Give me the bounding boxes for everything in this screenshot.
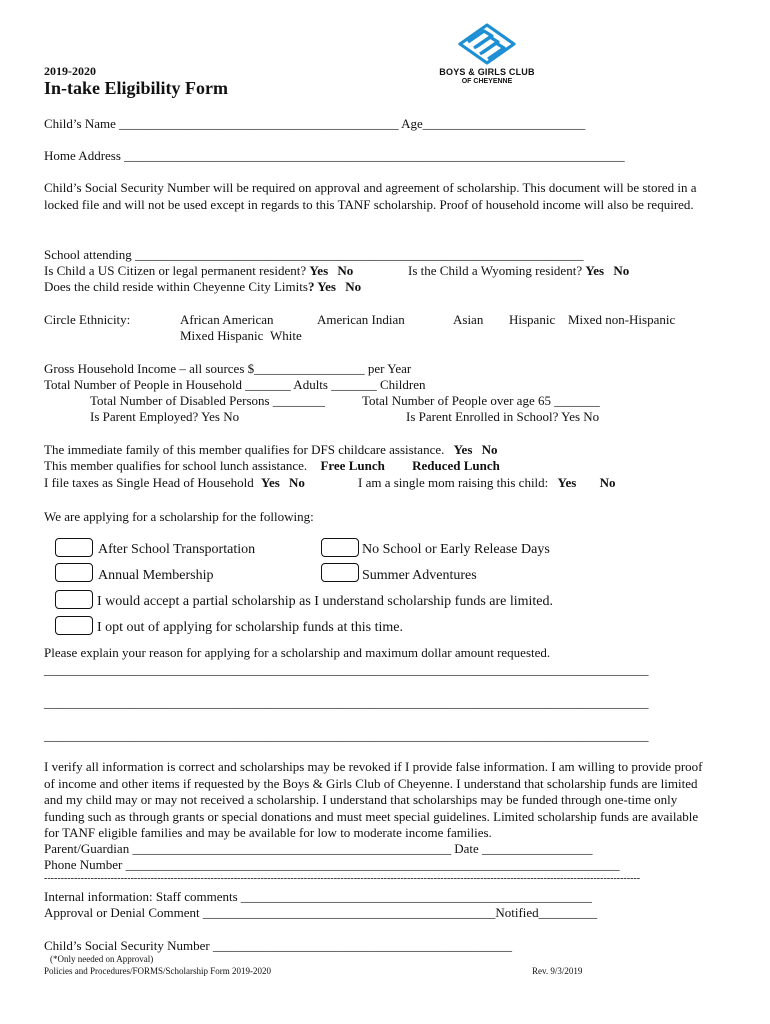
summer-adventures-checkbox[interactable]	[321, 563, 359, 582]
after-school-label: After School Transportation	[98, 542, 256, 557]
citizen-yes-option[interactable]: Yes	[309, 263, 329, 278]
parent-employed-question[interactable]: Is Parent Employed? Yes No	[90, 409, 240, 424]
over-65-field[interactable]: Total Number of People over age 65 _______	[362, 393, 600, 408]
household-people-field[interactable]: Total Number of People in Household _______ Adults _______ Children	[44, 377, 426, 392]
explain-line[interactable]: _____________________________________________________________________________________________	[44, 728, 649, 743]
ethnicity-option-hispanic[interactable]: Hispanic	[509, 312, 556, 327]
single-mom-question	[358, 475, 615, 491]
taxes-question-label: I file taxes as Single Head of Household	[44, 475, 254, 490]
taxes-yes-option[interactable]: Yes	[261, 475, 280, 490]
phone-number-field[interactable]: Phone Number ____________________________________________________________________________	[44, 857, 620, 872]
single-mom-yes-option[interactable]: Yes	[557, 475, 577, 490]
wyoming-yes-option[interactable]: Yes	[585, 263, 605, 278]
form-year: 2019-2020	[44, 64, 96, 78]
taxes-question	[44, 475, 305, 491]
scholarship-intro: We are applying for a scholarship for the following:	[44, 509, 314, 524]
cheyenne-no-option[interactable]: No	[345, 279, 362, 294]
citizen-question-label: Is Child a US Citizen or legal permanent resident?	[44, 263, 307, 278]
citizen-no-option[interactable]: No	[337, 263, 354, 278]
cheyenne-yes-option[interactable]: ? Yes	[307, 279, 336, 294]
dfs-no-option[interactable]: No	[481, 442, 498, 457]
verification-statement: I verify all information is correct and scholarships may be revoked if I provide false information. I am willing to provide proof of income and other items if requested by the Boys & Girls Club of Cheyenne. I understand that scholarship funds are limited and my child may or may not received a scholarship. I understand that scholarships may be funded through one-time only funding such as through grants or special donations and must meet special guidelines. Limited scholarship funds are available for TANF eligible families and may be available for low to moderate income families.	[44, 759, 703, 840]
opt-out-checkbox[interactable]	[55, 616, 93, 635]
no-school-checkbox[interactable]	[321, 538, 359, 557]
wyoming-question-label: Is the Child a Wyoming resident?	[408, 263, 583, 278]
logo-subtitle: OF CHEYENNE	[461, 78, 513, 85]
wyoming-question	[408, 263, 629, 279]
partial-scholarship-label: I would accept a partial scholarship as I understand scholarship funds are limited.	[97, 594, 554, 609]
dfs-question-label: The immediate family of this member qualifies for DFS childcare assistance.	[44, 442, 445, 457]
citizen-question	[44, 263, 353, 279]
logo-name: BOYS & GIRLS CLUB	[439, 67, 535, 77]
dfs-yes-option[interactable]: Yes	[453, 442, 473, 457]
partial-scholarship-checkbox[interactable]	[55, 590, 93, 609]
child-ssn-field[interactable]: Child’s Social Security Number ______________________________________________	[44, 938, 512, 953]
reduced-lunch-option[interactable]: Reduced Lunch	[412, 458, 500, 473]
explain-line[interactable]: _____________________________________________________________________________________________	[44, 695, 649, 710]
taxes-no-option[interactable]: No	[289, 475, 305, 490]
explain-line[interactable]: _____________________________________________________________________________________________	[44, 662, 649, 677]
child-name-field[interactable]: Child’s Name ___________________________________________ Age_________________________	[44, 116, 586, 131]
page-title: In-take Eligibility Form	[44, 78, 228, 98]
section-divider: -----------------------------------------------------------------------------------------------------------------------------------------------------------------------------------	[44, 873, 641, 884]
opt-out-label: I opt out of applying for scholarship funds at this time.	[97, 620, 404, 635]
ethnicity-option-asian[interactable]: Asian	[453, 312, 484, 327]
approval-comment-field[interactable]: Approval or Denial Comment _____________________________________________Notified_________	[44, 905, 598, 920]
footer-path: Policies and Procedures/FORMS/Scholarship Form 2019-2020	[44, 966, 271, 976]
income-field[interactable]: Gross Household Income – all sources $_________________ per Year	[44, 361, 412, 376]
cheyenne-question-label: Does the child reside within Cheyenne City Limits	[44, 279, 308, 294]
ethnicity-option-mixed-hispanic[interactable]: Mixed Hispanic	[180, 328, 264, 343]
disabled-persons-field[interactable]: Total Number of Disabled Persons ________	[90, 393, 325, 408]
no-school-label: No School or Early Release Days	[362, 542, 550, 557]
guardian-signature-field[interactable]: Parent/Guardian _________________________________________________ Date _________________	[44, 841, 593, 856]
boys-girls-club-hands-logo-icon	[432, 22, 542, 68]
ethnicity-option-white[interactable]: White	[270, 328, 302, 343]
cheyenne-question	[44, 279, 361, 295]
club-logo	[432, 22, 542, 90]
parent-enrolled-question[interactable]: Is Parent Enrolled in School? Yes No	[406, 409, 600, 424]
wyoming-no-option[interactable]: No	[613, 263, 630, 278]
annual-membership-checkbox[interactable]	[55, 563, 93, 582]
single-mom-question-label: I am a single mom raising this child:	[358, 475, 549, 490]
free-lunch-option[interactable]: Free Lunch	[320, 458, 385, 473]
ssn-notice: Child’s Social Security Number will be required on approval and agreement of scholarship. This document will be stored in a locked file and will not be used except in regards to this TANF scholarship. Proof of household income will also be required.	[44, 180, 697, 212]
summer-adventures-label: Summer Adventures	[362, 568, 477, 583]
home-address-field[interactable]: Home Address _____________________________________________________________________________	[44, 148, 625, 163]
staff-comments-field[interactable]: Internal information: Staff comments ______________________________________________________	[44, 889, 592, 904]
lunch-question	[44, 458, 500, 474]
single-mom-no-option[interactable]: No	[599, 475, 616, 490]
explain-prompt: Please explain your reason for applying for a scholarship and maximum dollar amount requested.	[44, 645, 551, 660]
annual-membership-label: Annual Membership	[98, 568, 214, 583]
approval-note: (*Only needed on Approval)	[50, 954, 154, 964]
school-field[interactable]: School attending _____________________________________________________________________	[44, 247, 584, 262]
ethnicity-option-african-american[interactable]: African American	[180, 312, 274, 327]
revision-date: Rev. 9/3/2019	[532, 966, 583, 976]
dfs-question	[44, 442, 498, 458]
lunch-question-label: This member qualifies for school lunch assistance.	[44, 458, 308, 473]
ethnicity-option-mixed-non-hispanic[interactable]: Mixed non-Hispanic	[568, 312, 676, 327]
after-school-checkbox[interactable]	[55, 538, 93, 557]
ethnicity-label: Circle Ethnicity:	[44, 312, 131, 327]
ethnicity-option-american-indian[interactable]: American Indian	[317, 312, 405, 327]
